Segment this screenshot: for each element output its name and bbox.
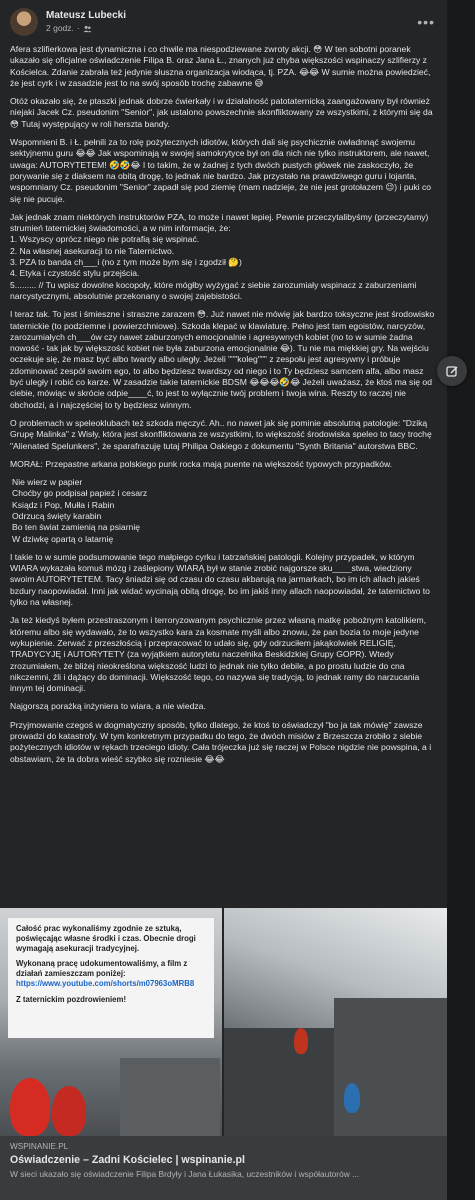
rock-face <box>120 1058 220 1136</box>
author-name[interactable]: Mateusz Lubecki <box>46 10 127 21</box>
avatar[interactable] <box>10 8 38 36</box>
lyrics-line: Ksiądz i Pop, Mułła i Rabin <box>12 499 115 510</box>
link-description: W sieci ukazało się oświadczenie Filipa Brdyły i Jana Łukasika, uczestników i współautorów ... <box>10 1169 360 1179</box>
post-meta <box>46 9 413 35</box>
more-options-icon[interactable]: ••• <box>417 14 435 30</box>
post-time-row: 2 godz. · <box>46 22 413 35</box>
climber-photo <box>52 1086 86 1136</box>
post-body <box>0 38 447 765</box>
post-paragraph-6: O problemach w speleoklubach też szkoda męczyć. Ah.. no nawet jak się pominie absolutną patologie: "Dziką Grupę Malinka" z Wisły, która jest skonfliktowana ze wszystkimi, to większość środowiska speleo to tacy trochę "Alienated Spelunkers", że sparafrazuję tutaj Philipa Oakiego z dokumentu "Synth Britania" autorstwa BBC. <box>10 417 432 451</box>
lyrics-line: Choćby go podpisał papież i cesarz <box>12 488 148 499</box>
caption-line-3: Z taternickim pozdrowieniem! <box>16 994 127 1004</box>
post-paragraph-8: I takie to w sumie podsumowanie tego małpiego cyrku i tatrzańskiej patologii. Kolejny przypadek, w którym WIARA wykazała komuś mózg i zaślepiony WIARĄ był w stanie zrobić najgorsze sku____stwa, wiedziony swoim AUTORYTETEM. Tacy śniadzi się od czasu do czasu akbarują na jarmarkach, bo im ich allach jakieś bzdury naopowiadał. Inni jak widać wycinają obitą drogę, bo im jakiś inny allach naopowiadał, że taternictwo to tylko na własnej. <box>10 551 430 608</box>
post-header <box>0 0 447 38</box>
post-paragraph-4: Jak jednak znam niektórych instruktorów PZA, to może i nawet lepiej. Pewnie przeczytalibyśmy (przeczytamy) strumień taternickiej świadomości, a w nim informacje, że: 1. Wszyscy oprócz niego nie potrafią się wspinać. 2. Na własnej asekuracji to nie Taternictwo. 3. PZA to banda ch___i (no z tym może bym się i zgodził 🤔) 4. Etyka i czystość stylu przejścia. 5......... // Tu wpisz dowolne kocopoły, które mógłby wyżygać z siebie zarozumiały wspinacz z zaburzeniami narcystycznymi, absolutnie przekonany o swojej zajebistości. <box>10 211 429 301</box>
link-domain: WSPINANIE.PL <box>10 1142 69 1151</box>
rock-face <box>334 998 447 1136</box>
caption-line-1: Całość prac wykonaliśmy zgodnie ze sztuką, poświęcając własne środki i czas. Obecnie drogi wymagają asekuracji tradycyjnej. <box>16 924 196 953</box>
caption-link: https://www.youtube.com/shorts/m07963oMRB8 <box>16 978 195 988</box>
lyrics-line: Bo ten świat zamienią na psiarnię <box>12 522 141 533</box>
edit-compose-icon[interactable] <box>437 356 467 386</box>
image-caption <box>8 918 214 1038</box>
climbing-photo[interactable] <box>224 908 447 1136</box>
post-paragraph-9: Ja też kiedyś byłem przestraszonym i terroryzowanym psychicznie przez własną matkę pobożnym katolikiem, któremu albo się wydawało, że to wszystko kara za kosmate myśli albo znowu, że pan bozia to moje jedyne wykupienie. Zerwać z przeszłością i przepracować to udało się, gdy odrzuciłem jakąkolwiek RELIGIĘ, TRADYCYJĘ i AUTORYTETY (za wyjątkiem autorytetu naczelnika Beskidzkiej Grupy GOPR). Wtedy zrozumiałem, że bliżej nieokreślona większość ludzi to jednak nie tylko debile, a po prostu ludzie do cna nikczemni, źli i dążący do dominacji. Większość tego, co nazywa się tradycją, to jednak ramy do narzucania innym tej dominacji. <box>10 615 426 694</box>
post-time[interactable]: 2 godz. <box>46 23 74 33</box>
lyrics-block <box>10 477 437 545</box>
post-paragraph-5: I teraz tak. To jest i śmieszne i straszne zarazem 😳. Już nawet nie mówię jak bardzo toksyczne jest środowisko taternickie (to podziemne i powierzchniowe). Szkoda klepać w klawiaturę. Pełno jest tam egoistów, narcyzów, zarozumiałych ch___ów czy nawet zaburzonych emocjonalnie i agresywnych kobiet (no to w sumie żadna nowość - tak jak by większość kobiet nie była zaburzona emocjonalnie 😂). Tu nie ma miękkiej gry. Na wejściu oczekuje się, że masz być albo twardy albo uległy. Jeżeli """koleg""" z zespołu jest agresywny i próbuje zdominować zespół swoim ego, to albo będziesz twardszy od niego i to Ty będziesz samcem alfa, albo masz być uległy i robić co karze. W zasadzie takie taternickie BDSM 😂😂😂🤣😂 Jeżeli uważasz, że ktoś ma się od ciebie, mówiąc w skrócie odpie____ć, to jest to wyłącznie twój problem i twoja wina. Reszty to raczej nie obchodzi, a i najczęściej to ty będziesz winnym. <box>10 309 435 410</box>
post-paragraph-3: Wspomnieni B. i Ł. pełnili za to rolę pożytecznych idiotów, których dali się psychicznie owładnnąć swojemu sektyjnemu guru 😂😂 Jak wspominają w swojej samokrytyce był on dla nich nie tylko instruktorem, ale nawet, uwaga: AUTORYTETEM! 🤣🤣😂 I to takim, że w żadnej z tych dwóch pustych główek nie zaskoczyło, że porywanie się z diaksem na obitą drogę, to jednak nie bardzo. Jak przystało na prawdziwego guru i lojanta, wspomniany Cz. pseudonim "Senior" zapadł się pod ziemię (mam nadzieje, że nie jest grotołazem 😉) i puki co się nie pucuje. <box>10 137 432 204</box>
post-paragraph-1: Afera szlifierkowa jest dynamiczna i co chwile ma niespodziewane zwroty akcji. 😳 W ten sobotni poranek ukazało się oficjalne oświadczenie Filipa B. oraz Jana Ł., znanych już chyba większości wspinaczy szlifierzy z Kościelca. Zdanie zabrała też jedynie słuszna organizacja wiodąca, tj. PZA. 😂😂 W sumie można powiedzieć, że jest cyrk i w zasadzie jest to na swój sposób trochę zabawne 😅 <box>10 44 431 88</box>
post-images[interactable] <box>0 908 447 1136</box>
climber-photo <box>294 1028 308 1054</box>
post-paragraph-11: Przyjmowanie czegoś w dogmatyczny sposób, tylko dlatego, że ktoś to oświadczył "bo ja tak mówię" zawsze prowadzi do katastrofy. W tym konkretnym przypadku do tego, że dwóch misiów z Brzeszcza zrobiło z siebie pożytecznych idiotów w rękach trzeciego idioty. Cała trójeczka już się raczej w Polsce nigdzie nie powspina, a i obstawiam, że ta dobra wieść szybko się rozniesie 😂😂 <box>10 719 432 764</box>
lyrics-line: Nie wierz w papier <box>12 477 83 488</box>
caption-line-2: Wykonaną pracę udokumentowaliśmy, a film z działań zamieszczam poniżej: <box>16 959 188 979</box>
post-paragraph-10: Najgorszą porażką inżyniera to wiara, a nie wiedza. <box>10 701 206 712</box>
rock-face <box>224 1028 334 1136</box>
lyrics-line: W dziwkę opartą o latarnię <box>12 533 114 544</box>
link-preview[interactable] <box>0 1136 447 1200</box>
statement-image[interactable] <box>0 908 222 1136</box>
link-title[interactable]: Oświadczenie – Zadni Kościelec | wspinanie.pl <box>10 1154 245 1166</box>
post-paragraph-2: Otóż okazało się, że ptaszki jednak dobrze ćwierkały i w działalność patotaternicką zaangażowany był również niejaki Jacek Cz. pseudonim "Senior", jak ustalono powszechnie skonfliktowany ze wszystkimi, z którymi się da 😳 Tutaj występujący w roli herszta bandy. <box>10 96 433 129</box>
pencil-icon <box>445 364 459 378</box>
post-paragraph-7: MORAŁ: Przepastne arkana polskiego punk rocka mają puente na większość typowych przypadków. <box>10 458 393 469</box>
friends-icon <box>83 25 92 33</box>
climber-photo <box>10 1078 50 1136</box>
climber-photo <box>344 1083 360 1113</box>
lyrics-line: Odrzucą święty karabin <box>12 510 102 521</box>
